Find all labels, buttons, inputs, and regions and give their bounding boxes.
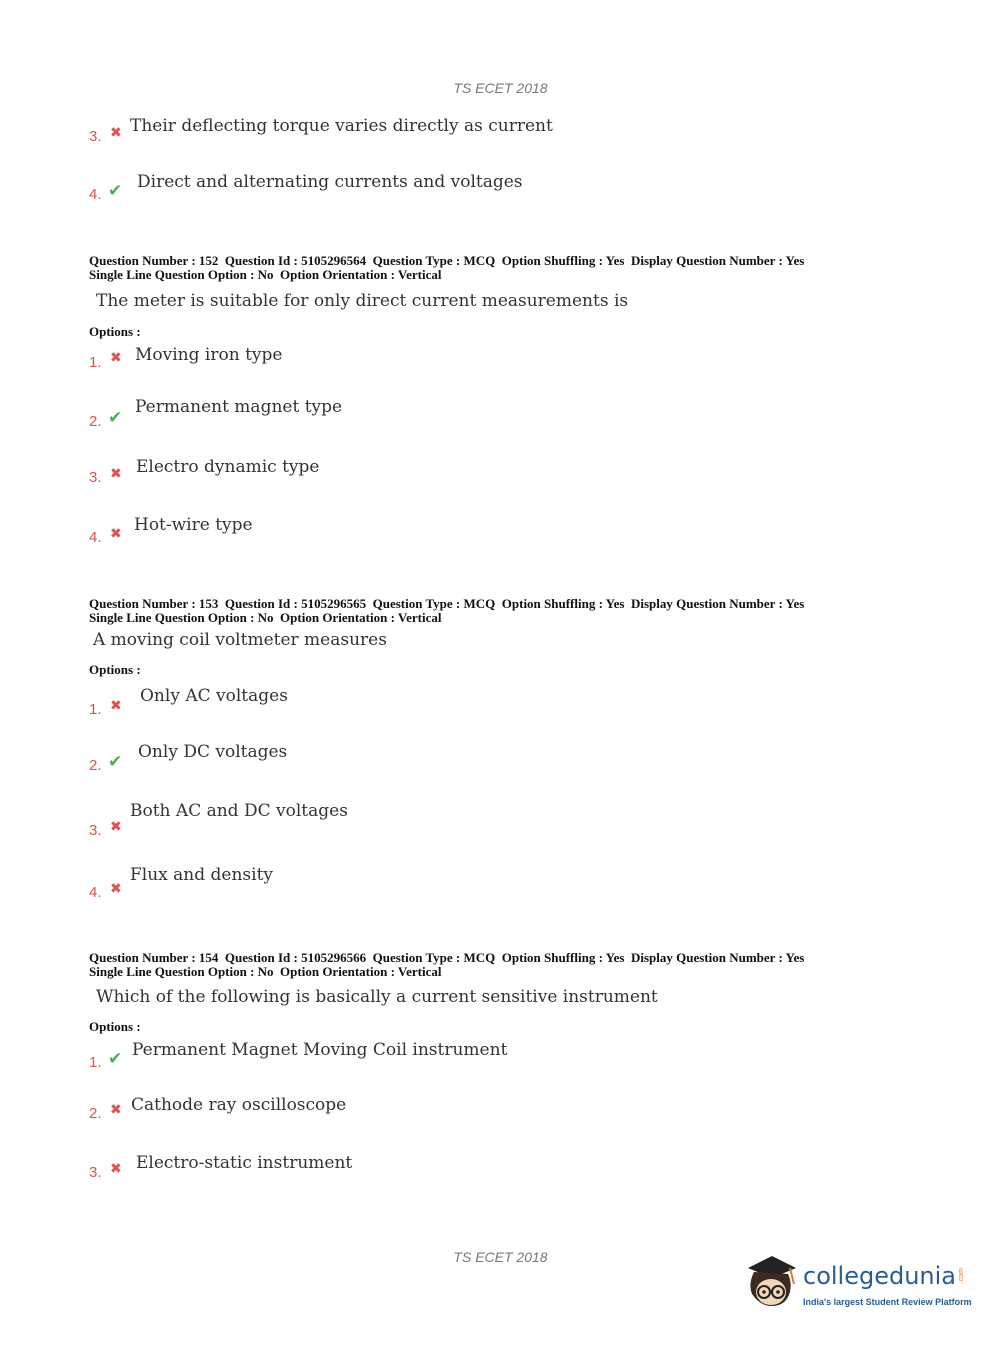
- option-text: Electro-static instrument: [136, 1153, 353, 1173]
- wrong-mark-icon: ✖: [110, 1102, 122, 1118]
- option-text: Only DC voltages: [138, 742, 288, 762]
- option-text: Both AC and DC voltages: [130, 801, 348, 821]
- brand-name: collegedunia: [803, 1262, 957, 1290]
- question-text: The meter is suitable for only direct current measurements is: [96, 291, 629, 311]
- question-meta-line-1: Question Number : 152 Question Id : 5105296564 Question Type : MCQ Option Shuffling : Yes Display Question Number : Yes: [89, 253, 805, 268]
- correct-mark-icon: ✔: [108, 181, 123, 201]
- question-text: Which of the following is basically a current sensitive instrument: [96, 987, 658, 1007]
- question-meta-line-2: Single Line Question Option : No Option Orientation : Vertical: [89, 964, 442, 979]
- wrong-mark-icon: ✖: [110, 1161, 122, 1177]
- option-number: 4.: [89, 529, 102, 546]
- question-meta-line-1: Question Number : 154 Question Id : 5105296566 Question Type : MCQ Option Shuffling : Yes Display Question Number : Yes: [89, 950, 805, 965]
- option-text: Cathode ray oscilloscope: [131, 1095, 347, 1115]
- wrong-mark-icon: ✖: [110, 466, 122, 482]
- options-label: Options :: [89, 324, 141, 339]
- wrong-mark-icon: ✖: [110, 350, 122, 366]
- mascot-logo-icon: [740, 1250, 800, 1310]
- wrong-mark-icon: ✖: [110, 881, 122, 897]
- brand-tagline: India's largest Student Review Platform: [803, 1297, 972, 1307]
- question-meta-line-1: Question Number : 153 Question Id : 5105296565 Question Type : MCQ Option Shuffling : Yes Display Question Number : Yes: [89, 596, 805, 611]
- option-text: Direct and alternating currents and voltages: [137, 172, 523, 192]
- option-number: 4.: [89, 884, 102, 901]
- correct-mark-icon: ✔: [108, 408, 123, 428]
- option-text: Flux and density: [130, 865, 274, 885]
- brand-domain: .com: [958, 1268, 965, 1284]
- option-number: 4.: [89, 186, 102, 203]
- page-header: TS ECET 2018: [453, 80, 548, 96]
- question-meta-line-2: Single Line Question Option : No Option Orientation : Vertical: [89, 610, 442, 625]
- correct-mark-icon: ✔: [108, 1049, 123, 1069]
- options-label: Options :: [89, 662, 141, 677]
- option-number: 3.: [89, 469, 102, 486]
- option-text: Only AC voltages: [140, 686, 288, 706]
- option-text: Moving iron type: [135, 345, 283, 365]
- option-number: 2.: [89, 413, 102, 430]
- wrong-mark-icon: ✖: [110, 526, 122, 542]
- option-number: 1.: [89, 354, 102, 371]
- wrong-mark-icon: ✖: [110, 819, 122, 835]
- option-text: Their deflecting torque varies directly as current: [130, 116, 553, 136]
- option-text: Permanent Magnet Moving Coil instrument: [132, 1040, 508, 1060]
- option-number: 2.: [89, 757, 102, 774]
- option-text: Hot-wire type: [134, 515, 253, 535]
- options-label: Options :: [89, 1019, 141, 1034]
- option-text: Permanent magnet type: [135, 397, 343, 417]
- question-meta-line-2: Single Line Question Option : No Option Orientation : Vertical: [89, 267, 442, 282]
- question-text: A moving coil voltmeter measures: [93, 630, 387, 650]
- option-number: 3.: [89, 822, 102, 839]
- option-text: Electro dynamic type: [136, 457, 320, 477]
- option-number: 3.: [89, 1164, 102, 1181]
- option-number: 2.: [89, 1105, 102, 1122]
- wrong-mark-icon: ✖: [110, 698, 122, 714]
- option-number: 3.: [89, 128, 102, 145]
- correct-mark-icon: ✔: [108, 752, 123, 772]
- option-number: 1.: [89, 1054, 102, 1071]
- page-footer: TS ECET 2018: [453, 1249, 548, 1265]
- wrong-mark-icon: ✖: [110, 125, 122, 141]
- option-number: 1.: [89, 701, 102, 718]
